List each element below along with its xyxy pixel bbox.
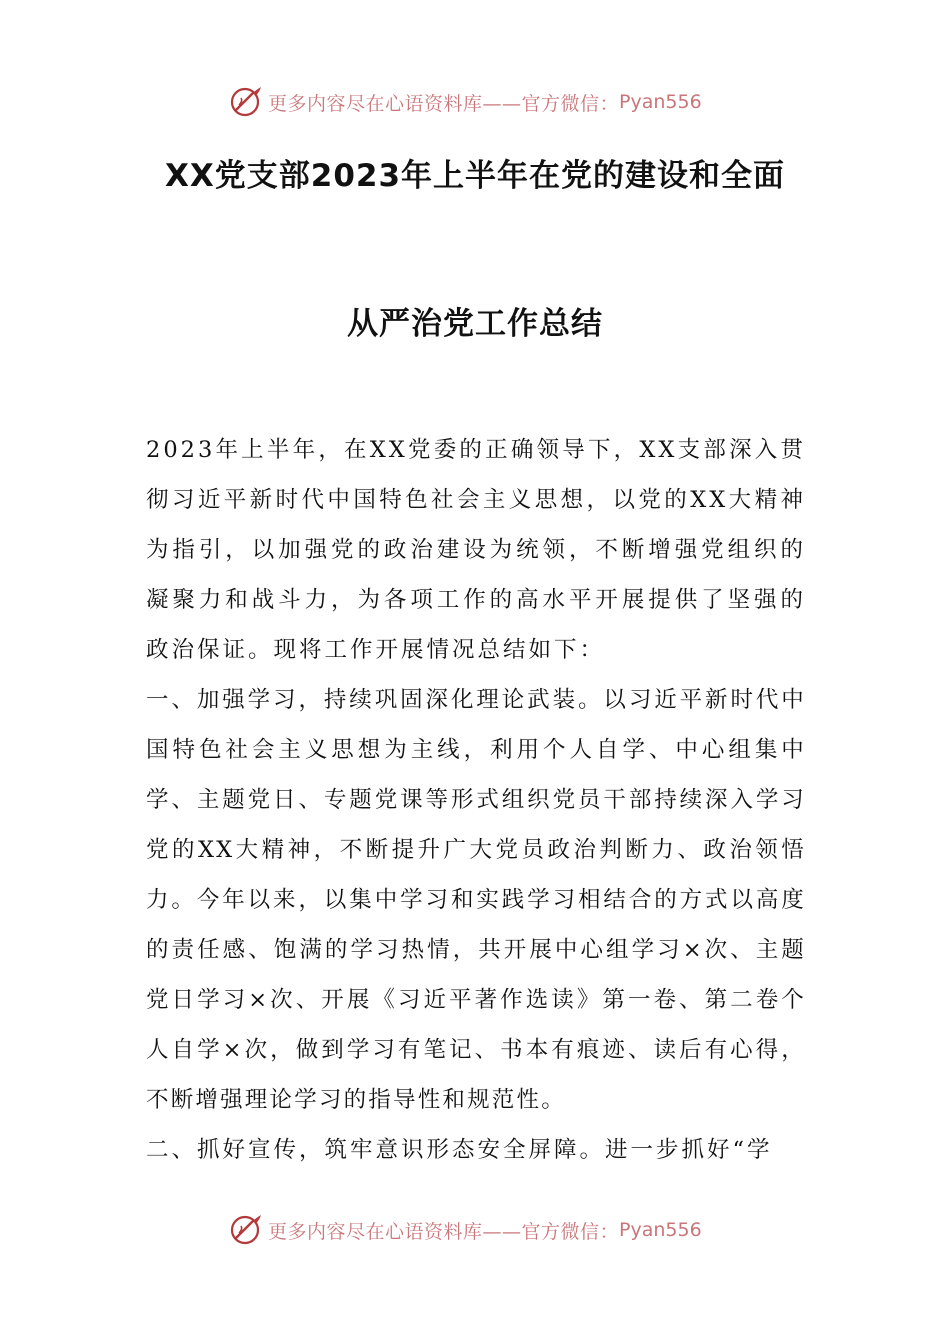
watermark-header (0, 80, 950, 124)
paragraph-section-1: 一、加强学习，持续巩固深化理论武装。以习近平新时代中国特色社会主义思想为主线，利用个人自学、中心组集中学、主题党日、专题党课等形式组织党员干部持续深入学习党的XX大精神，不断提升广大党员政治判断力、政治领悟力。今年以来，以集中学习和实践学习相结合的方式以高度的责任感、饱满的学习热情，共开展中心组学习×次、主题党日学习×次、开展《习近平著作选读》第一卷、第二卷个人自学×次，做到学习有笔记、书本有痕迹、读后有心得，不断增强理论学习的指导性和规范性。 (146, 687, 806, 1113)
quill-logo-icon (228, 84, 264, 120)
document-body (146, 425, 806, 1175)
watermark-wechat-id: Pyan556 (619, 91, 702, 113)
watermark-text: 更多内容尽在心语资料库——官方微信： (268, 92, 620, 115)
quill-logo-icon (228, 1212, 264, 1248)
watermark-text: 更多内容尽在心语资料库——官方微信： (268, 1220, 620, 1243)
watermark-footer (0, 1208, 950, 1252)
document-title-line-1: XX党支部2023年上半年在党的建设和全面 (164, 158, 786, 194)
paragraph-section-2: 二、抓好宣传，筑牢意识形态安全屏障。进一步抓好“学 (146, 1137, 773, 1163)
document-title-line-2: 从严治党工作总结 (347, 306, 603, 342)
paragraph-intro: 2023年上半年，在XX党委的正确领导下，XX支部深入贯彻习近平新时代中国特色社会主义思想，以党的XX大精神为指引，以加强党的政治建设为统领，不断增强党组织的凝聚力和战斗力，为各项工作的高水平开展提供了坚强的政治保证。现将工作开展情况总结如下： (146, 437, 806, 663)
watermark-wechat-id: Pyan556 (619, 1219, 702, 1241)
